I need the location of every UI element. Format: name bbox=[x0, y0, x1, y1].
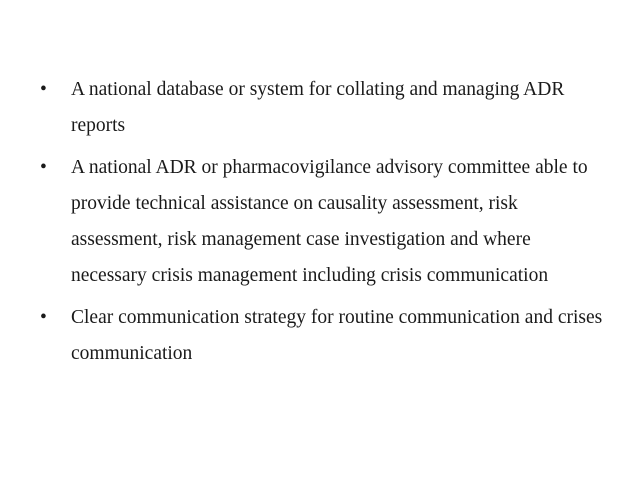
bullet-list bbox=[40, 72, 610, 378]
bullet-icon: • bbox=[40, 157, 47, 178]
bullet-item bbox=[40, 300, 610, 372]
bullet-text: Clear communication strategy for routine communication and crises communication bbox=[71, 307, 603, 364]
bullet-item bbox=[40, 150, 610, 294]
bullet-icon: • bbox=[40, 307, 47, 328]
bullet-item bbox=[40, 72, 610, 144]
bullet-text: A national database or system for collating and managing ADR reports bbox=[71, 79, 565, 136]
bullet-icon: • bbox=[40, 79, 47, 100]
bullet-text: A national ADR or pharmacovigilance advisory committee able to provide technical assistance on causality assessment, risk assessment, risk management case investigation and where necessary crisis management including crisis communication bbox=[71, 157, 588, 286]
